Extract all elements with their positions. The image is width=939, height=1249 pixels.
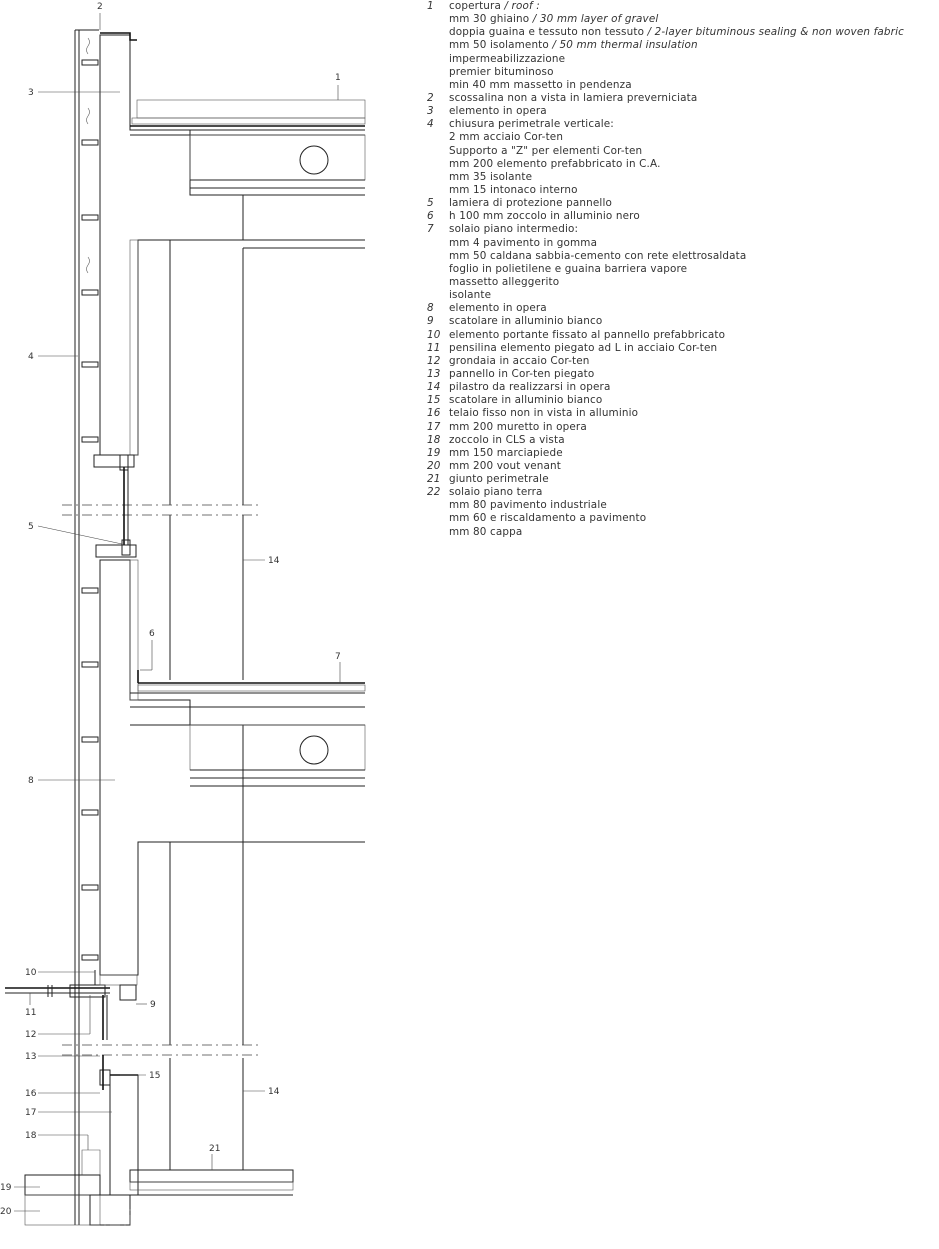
precast-wall-upper <box>100 33 243 455</box>
legend-item <box>427 460 939 473</box>
legend-number: 10 <box>427 328 441 341</box>
callout-4 <box>28 352 78 362</box>
svg-text:19: 19 <box>0 1183 12 1193</box>
legend-item <box>427 158 939 171</box>
legend-item <box>427 237 939 250</box>
legend-item <box>427 184 939 197</box>
legend-item <box>427 105 939 118</box>
svg-text:21: 21 <box>209 1144 221 1154</box>
legend-item <box>427 329 939 342</box>
callout-21 <box>209 1144 220 1170</box>
legend-item <box>427 289 939 302</box>
callout-20 <box>0 1207 40 1217</box>
legend-number: 12 <box>427 354 441 367</box>
legend-text: mm 150 marciapiede <box>449 446 563 459</box>
svg-text:9: 9 <box>150 1000 156 1010</box>
legend-text: foglio in polietilene e guaina barriera vapore <box>449 262 688 275</box>
svg-text:16: 16 <box>25 1089 37 1099</box>
legend-item <box>427 13 939 26</box>
svg-text:10: 10 <box>25 968 37 978</box>
legend-number: 9 <box>427 315 434 328</box>
window-frame <box>94 455 136 557</box>
svg-text:1: 1 <box>335 73 341 83</box>
callout-6 <box>140 629 155 670</box>
legend-number: 1 <box>427 0 434 12</box>
legend-item <box>427 197 939 210</box>
legend-item <box>427 315 939 328</box>
svg-text:7: 7 <box>335 652 341 662</box>
legend-text: pensilina elemento piegato ad L in acciaio Cor-ten <box>449 341 718 354</box>
legend-text: scossalina non a vista in lamiera preverniciata <box>449 91 698 104</box>
svg-text:2: 2 <box>97 2 103 12</box>
svg-text:14: 14 <box>268 1087 280 1097</box>
legend-text: mm 15 intonaco interno <box>449 183 578 196</box>
legend-text: pannello in Cor-ten piegato <box>449 367 595 380</box>
legend-item <box>427 434 939 447</box>
legend-number: 5 <box>427 197 434 210</box>
svg-text:13: 13 <box>25 1052 37 1062</box>
callout-19 <box>0 1183 40 1193</box>
svg-text:18: 18 <box>25 1131 37 1141</box>
legend-number: 11 <box>427 341 441 354</box>
callout-11 <box>25 993 36 1018</box>
legend-number: 16 <box>427 407 441 420</box>
legend-text: mm 80 pavimento industriale <box>449 499 607 512</box>
legend-text: giunto perimetrale <box>449 473 549 486</box>
callout-17 <box>25 1108 112 1118</box>
legend-text: h 100 mm zoccolo in alluminio nero <box>449 210 640 223</box>
legend-number: 3 <box>427 105 434 118</box>
legend-text: massetto alleggerito <box>449 275 560 288</box>
intermediate-slab <box>130 670 365 842</box>
svg-text:4: 4 <box>28 352 34 362</box>
legend-item <box>427 263 939 276</box>
legend-item <box>427 394 939 407</box>
legend-item <box>427 53 939 66</box>
precast-wall-middle <box>100 560 243 975</box>
callout-2 <box>97 2 103 30</box>
legend-item <box>427 39 939 52</box>
svg-text:17: 17 <box>25 1108 37 1118</box>
legend-text: isolante <box>449 289 492 302</box>
legend-number: 2 <box>427 91 434 104</box>
legend-text: premier bituminoso <box>449 65 554 78</box>
legend-number: 6 <box>427 210 434 223</box>
svg-text:12: 12 <box>25 1030 37 1040</box>
callout-1 <box>335 73 341 100</box>
callout-8 <box>28 776 115 786</box>
legend-item <box>427 145 939 158</box>
legend-text: mm 4 pavimento in gomma <box>449 236 598 249</box>
svg-text:11: 11 <box>25 1008 37 1018</box>
callout-16 <box>25 1089 100 1099</box>
callout-7 <box>335 652 341 683</box>
legend-text: solaio piano intermedio: <box>449 223 579 236</box>
legend-item <box>427 276 939 289</box>
legend-text: min 40 mm massetto in pendenza <box>449 78 632 91</box>
legend-number: 22 <box>427 486 441 499</box>
svg-text:6: 6 <box>149 629 155 639</box>
legend-number: 4 <box>427 118 434 131</box>
ground-slab <box>25 1170 293 1225</box>
legend-text: mm 80 cappa <box>449 525 523 538</box>
legend-item <box>427 210 939 223</box>
legend-number: 18 <box>427 433 441 446</box>
callout-15 <box>120 1071 160 1081</box>
legend-item <box>427 447 939 460</box>
callout-14-upper <box>243 556 280 566</box>
legend-item <box>427 486 939 499</box>
legend-text: grondaia in accaio Cor-ten <box>449 354 590 367</box>
svg-text:14: 14 <box>268 556 280 566</box>
legend-text: mm 60 e riscaldamento a pavimento <box>449 512 647 525</box>
legend-translation: / 30 mm layer of gravel <box>529 13 659 26</box>
legend-translation: / roof : <box>500 0 540 12</box>
legend-text: zoccolo in CLS a vista <box>449 433 565 446</box>
legend-text: telaio fisso non in vista in alluminio <box>449 407 639 420</box>
legend-item <box>427 118 939 131</box>
legend-item <box>427 66 939 79</box>
legend-item <box>427 368 939 381</box>
legend-text: elemento in opera <box>449 105 547 118</box>
legend-text: 2 mm acciaio Cor-ten <box>449 131 564 144</box>
legend-item <box>427 171 939 184</box>
svg-text:8: 8 <box>28 776 34 786</box>
legend-text: copertura <box>449 0 501 12</box>
legend-text: mm 50 caldana sabbia-cemento con rete elettrosaldata <box>449 249 747 262</box>
legend-number: 14 <box>427 381 441 394</box>
svg-text:15: 15 <box>149 1071 161 1081</box>
callout-14-lower <box>243 1087 280 1097</box>
legend-item <box>427 79 939 92</box>
legend-item <box>427 421 939 434</box>
legend-item <box>427 512 939 525</box>
legend-text: mm 200 muretto in opera <box>449 420 587 433</box>
legend-item <box>427 473 939 486</box>
legend-item <box>427 342 939 355</box>
legend-item <box>427 250 939 263</box>
legend-text: doppia guaina e tessuto non tessuto <box>449 26 645 39</box>
corten-cladding <box>75 30 99 1225</box>
legend-text: impermeabilizzazione <box>449 52 566 65</box>
svg-text:3: 3 <box>28 88 34 98</box>
legend-text: scatolare in alluminio bianco <box>449 394 603 407</box>
callout-9 <box>136 1000 156 1010</box>
legend-text: scatolare in alluminio bianco <box>449 315 603 328</box>
legend-translation: / 2-layer bituminous sealing & non woven fabric <box>644 26 904 39</box>
legend-text: lamiera di protezione pannello <box>449 197 612 210</box>
legend-number: 17 <box>427 420 441 433</box>
legend-list <box>427 0 939 539</box>
svg-text:5: 5 <box>28 522 34 532</box>
legend-text: mm 200 elemento prefabbricato in C.A. <box>449 157 661 170</box>
legend-text: mm 30 ghiaino <box>449 13 530 26</box>
legend-text: elemento in opera <box>449 302 547 315</box>
callout-3 <box>28 88 120 98</box>
legend-item <box>427 499 939 512</box>
interior-uprights <box>170 240 243 1170</box>
legend-translation: / 50 mm thermal insulation <box>548 39 698 52</box>
legend-number: 13 <box>427 367 441 380</box>
legend-item <box>427 26 939 39</box>
legend-item <box>427 223 939 236</box>
legend-text: mm 50 isolamento <box>449 39 549 52</box>
legend-item <box>427 355 939 368</box>
legend-number: 20 <box>427 459 441 472</box>
legend-item <box>427 407 939 420</box>
legend-item <box>427 0 939 13</box>
legend-item <box>427 92 939 105</box>
legend-text: Supporto a "Z" per elementi Cor-ten <box>449 144 643 157</box>
legend-number: 15 <box>427 394 441 407</box>
legend-item <box>427 381 939 394</box>
legend-text: chiusura perimetrale verticale: <box>449 118 614 131</box>
callout-13 <box>25 1052 100 1062</box>
legend-number: 8 <box>427 302 434 315</box>
legend-text: pilastro da realizzarsi in opera <box>449 381 611 394</box>
legend-item <box>427 526 939 539</box>
legend-text: mm 35 isolante <box>449 170 533 183</box>
legend-item <box>427 131 939 144</box>
roof-buildup <box>130 100 365 248</box>
legend-number: 21 <box>427 473 441 486</box>
legend-text: mm 200 vout venant <box>449 459 562 472</box>
legend-text: solaio piano terra <box>449 486 543 499</box>
legend-number: 7 <box>427 223 434 236</box>
legend-number: 19 <box>427 446 441 459</box>
legend-item <box>427 302 939 315</box>
callout-10 <box>25 968 95 978</box>
svg-text:20: 20 <box>0 1207 12 1217</box>
legend-text: elemento portante fissato al pannello prefabbricato <box>449 328 726 341</box>
